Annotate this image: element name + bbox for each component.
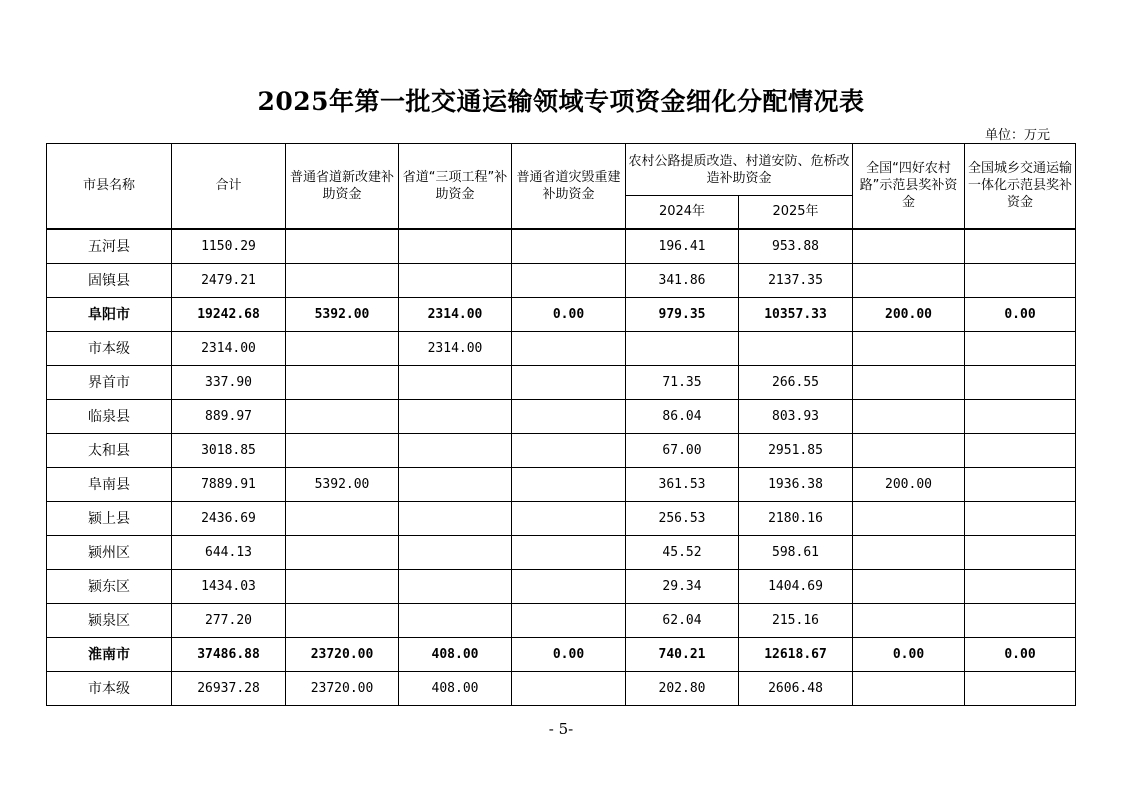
provincial-road-new-cell (286, 603, 399, 637)
disaster-rebuild-cell (512, 603, 626, 637)
total-cell: 1150.29 (172, 229, 286, 264)
header-city-name: 市县名称 (47, 144, 172, 229)
header-four-good-rural-roads: 全国“四好农村路”示范县奖补资金 (853, 144, 965, 229)
rural-2024-cell: 86.04 (626, 399, 739, 433)
table-row-subtotal (47, 637, 1076, 671)
header-urban-rural-integration: 全国城乡交通运输一体化示范县奖补资金 (965, 144, 1076, 229)
city-name: 临泉县 (47, 399, 172, 433)
provincial-road-new-cell (286, 331, 399, 365)
city-name: 太和县 (47, 433, 172, 467)
table-row (47, 263, 1076, 297)
total-cell: 644.13 (172, 535, 286, 569)
city-name: 市本级 (47, 671, 172, 705)
three-projects-cell (399, 467, 512, 501)
three-projects-cell (399, 569, 512, 603)
four-good-roads-cell (853, 263, 965, 297)
table-row (47, 433, 1076, 467)
four-good-roads-cell (853, 671, 965, 705)
city-name: 颍东区 (47, 569, 172, 603)
disaster-rebuild-cell (512, 671, 626, 705)
disaster-rebuild-cell (512, 399, 626, 433)
rural-2025-cell: 2606.48 (739, 671, 853, 705)
provincial-road-new-cell (286, 433, 399, 467)
integration-cell: 0.00 (965, 637, 1076, 671)
rural-2025-cell: 1936.38 (739, 467, 853, 501)
table-row (47, 535, 1076, 569)
three-projects-cell: 2314.00 (399, 331, 512, 365)
integration-cell (965, 331, 1076, 365)
integration-cell (965, 501, 1076, 535)
rural-2024-cell: 67.00 (626, 433, 739, 467)
integration-cell (965, 229, 1076, 264)
total-cell: 2479.21 (172, 263, 286, 297)
header-provincial-road-new: 普通省道新改建补助资金 (286, 144, 399, 229)
total-cell: 2436.69 (172, 501, 286, 535)
table-row (47, 365, 1076, 399)
integration-cell (965, 433, 1076, 467)
city-name: 固镇县 (47, 263, 172, 297)
page-title: 2025年第一批交通运输领域专项资金细化分配情况表 (257, 87, 865, 116)
three-projects-cell (399, 535, 512, 569)
four-good-roads-cell (853, 365, 965, 399)
three-projects-cell (399, 365, 512, 399)
rural-2024-cell: 361.53 (626, 467, 739, 501)
three-projects-cell: 408.00 (399, 671, 512, 705)
three-projects-cell (399, 433, 512, 467)
table-row (47, 603, 1076, 637)
city-name: 淮南市 (47, 637, 172, 671)
four-good-roads-cell (853, 501, 965, 535)
total-cell: 337.90 (172, 365, 286, 399)
rural-2024-cell: 71.35 (626, 365, 739, 399)
rural-2025-cell: 2137.35 (739, 263, 853, 297)
three-projects-cell (399, 501, 512, 535)
total-cell: 19242.68 (172, 297, 286, 331)
four-good-roads-cell: 200.00 (853, 467, 965, 501)
rural-2024-cell: 29.34 (626, 569, 739, 603)
rural-2024-cell: 45.52 (626, 535, 739, 569)
header-year-2025: 2025年 (739, 196, 853, 229)
integration-cell (965, 365, 1076, 399)
four-good-roads-cell (853, 433, 965, 467)
disaster-rebuild-cell (512, 467, 626, 501)
provincial-road-new-cell: 5392.00 (286, 297, 399, 331)
rural-2025-cell: 1404.69 (739, 569, 853, 603)
rural-2024-cell (626, 331, 739, 365)
disaster-rebuild-cell (512, 365, 626, 399)
rural-2024-cell: 979.35 (626, 297, 739, 331)
provincial-road-new-cell: 23720.00 (286, 671, 399, 705)
provincial-road-new-cell (286, 263, 399, 297)
rural-2025-cell: 266.55 (739, 365, 853, 399)
total-cell: 37486.88 (172, 637, 286, 671)
four-good-roads-cell: 200.00 (853, 297, 965, 331)
three-projects-cell (399, 603, 512, 637)
three-projects-cell (399, 399, 512, 433)
rural-2024-cell: 62.04 (626, 603, 739, 637)
table-row (47, 671, 1076, 705)
provincial-road-new-cell (286, 501, 399, 535)
integration-cell (965, 399, 1076, 433)
provincial-road-new-cell: 5392.00 (286, 467, 399, 501)
provincial-road-new-cell (286, 365, 399, 399)
integration-cell (965, 467, 1076, 501)
allocation-table (46, 143, 1076, 706)
disaster-rebuild-cell (512, 569, 626, 603)
disaster-rebuild-cell (512, 535, 626, 569)
integration-cell: 0.00 (965, 297, 1076, 331)
table-row (47, 467, 1076, 501)
provincial-road-new-cell (286, 569, 399, 603)
page-number: - 5- (548, 720, 574, 738)
table-body (47, 229, 1076, 706)
three-projects-cell: 408.00 (399, 637, 512, 671)
city-name: 颍州区 (47, 535, 172, 569)
total-cell: 3018.85 (172, 433, 286, 467)
header-year-2024: 2024年 (626, 196, 739, 229)
rural-2024-cell: 202.80 (626, 671, 739, 705)
four-good-roads-cell (853, 331, 965, 365)
provincial-road-new-cell: 23720.00 (286, 637, 399, 671)
table-row (47, 229, 1076, 264)
city-name: 界首市 (47, 365, 172, 399)
three-projects-cell (399, 229, 512, 264)
four-good-roads-cell (853, 229, 965, 264)
three-projects-cell: 2314.00 (399, 297, 512, 331)
disaster-rebuild-cell: 0.00 (512, 637, 626, 671)
rural-2025-cell: 953.88 (739, 229, 853, 264)
table-row (47, 569, 1076, 603)
rural-2024-cell: 740.21 (626, 637, 739, 671)
provincial-road-new-cell (286, 399, 399, 433)
four-good-roads-cell (853, 603, 965, 637)
integration-cell (965, 603, 1076, 637)
header-total: 合计 (172, 144, 286, 229)
header-three-projects: 省道“三项工程”补助资金 (399, 144, 512, 229)
four-good-roads-cell (853, 569, 965, 603)
four-good-roads-cell: 0.00 (853, 637, 965, 671)
total-cell: 1434.03 (172, 569, 286, 603)
rural-2024-cell: 196.41 (626, 229, 739, 264)
integration-cell (965, 671, 1076, 705)
four-good-roads-cell (853, 535, 965, 569)
table-row (47, 501, 1076, 535)
total-cell: 889.97 (172, 399, 286, 433)
integration-cell (965, 569, 1076, 603)
header-disaster-rebuild: 普通省道灾毁重建补助资金 (512, 144, 626, 229)
rural-2025-cell: 10357.33 (739, 297, 853, 331)
integration-cell (965, 535, 1076, 569)
disaster-rebuild-cell (512, 263, 626, 297)
city-name: 市本级 (47, 331, 172, 365)
city-name: 颍上县 (47, 501, 172, 535)
header-rural-road-upgrade: 农村公路提质改造、村道安防、危桥改造补助资金 (626, 144, 853, 196)
rural-2025-cell: 215.16 (739, 603, 853, 637)
rural-2025-cell (739, 331, 853, 365)
total-cell: 2314.00 (172, 331, 286, 365)
unit-label: 单位：万元 (984, 128, 1050, 143)
rural-2025-cell: 803.93 (739, 399, 853, 433)
table-header (47, 144, 1076, 229)
rural-2025-cell: 12618.67 (739, 637, 853, 671)
table-row-subtotal (47, 297, 1076, 331)
rural-2025-cell: 2951.85 (739, 433, 853, 467)
rural-2025-cell: 2180.16 (739, 501, 853, 535)
rural-2024-cell: 256.53 (626, 501, 739, 535)
integration-cell (965, 263, 1076, 297)
provincial-road-new-cell (286, 229, 399, 264)
total-cell: 7889.91 (172, 467, 286, 501)
disaster-rebuild-cell (512, 501, 626, 535)
city-name: 阜阳市 (47, 297, 172, 331)
city-name: 颍泉区 (47, 603, 172, 637)
city-name: 五河县 (47, 229, 172, 264)
rural-2025-cell: 598.61 (739, 535, 853, 569)
provincial-road-new-cell (286, 535, 399, 569)
city-name: 阜南县 (47, 467, 172, 501)
four-good-roads-cell (853, 399, 965, 433)
three-projects-cell (399, 263, 512, 297)
disaster-rebuild-cell (512, 331, 626, 365)
table-row (47, 399, 1076, 433)
disaster-rebuild-cell (512, 433, 626, 467)
disaster-rebuild-cell: 0.00 (512, 297, 626, 331)
rural-2024-cell: 341.86 (626, 263, 739, 297)
total-cell: 26937.28 (172, 671, 286, 705)
disaster-rebuild-cell (512, 229, 626, 264)
table-row (47, 331, 1076, 365)
total-cell: 277.20 (172, 603, 286, 637)
